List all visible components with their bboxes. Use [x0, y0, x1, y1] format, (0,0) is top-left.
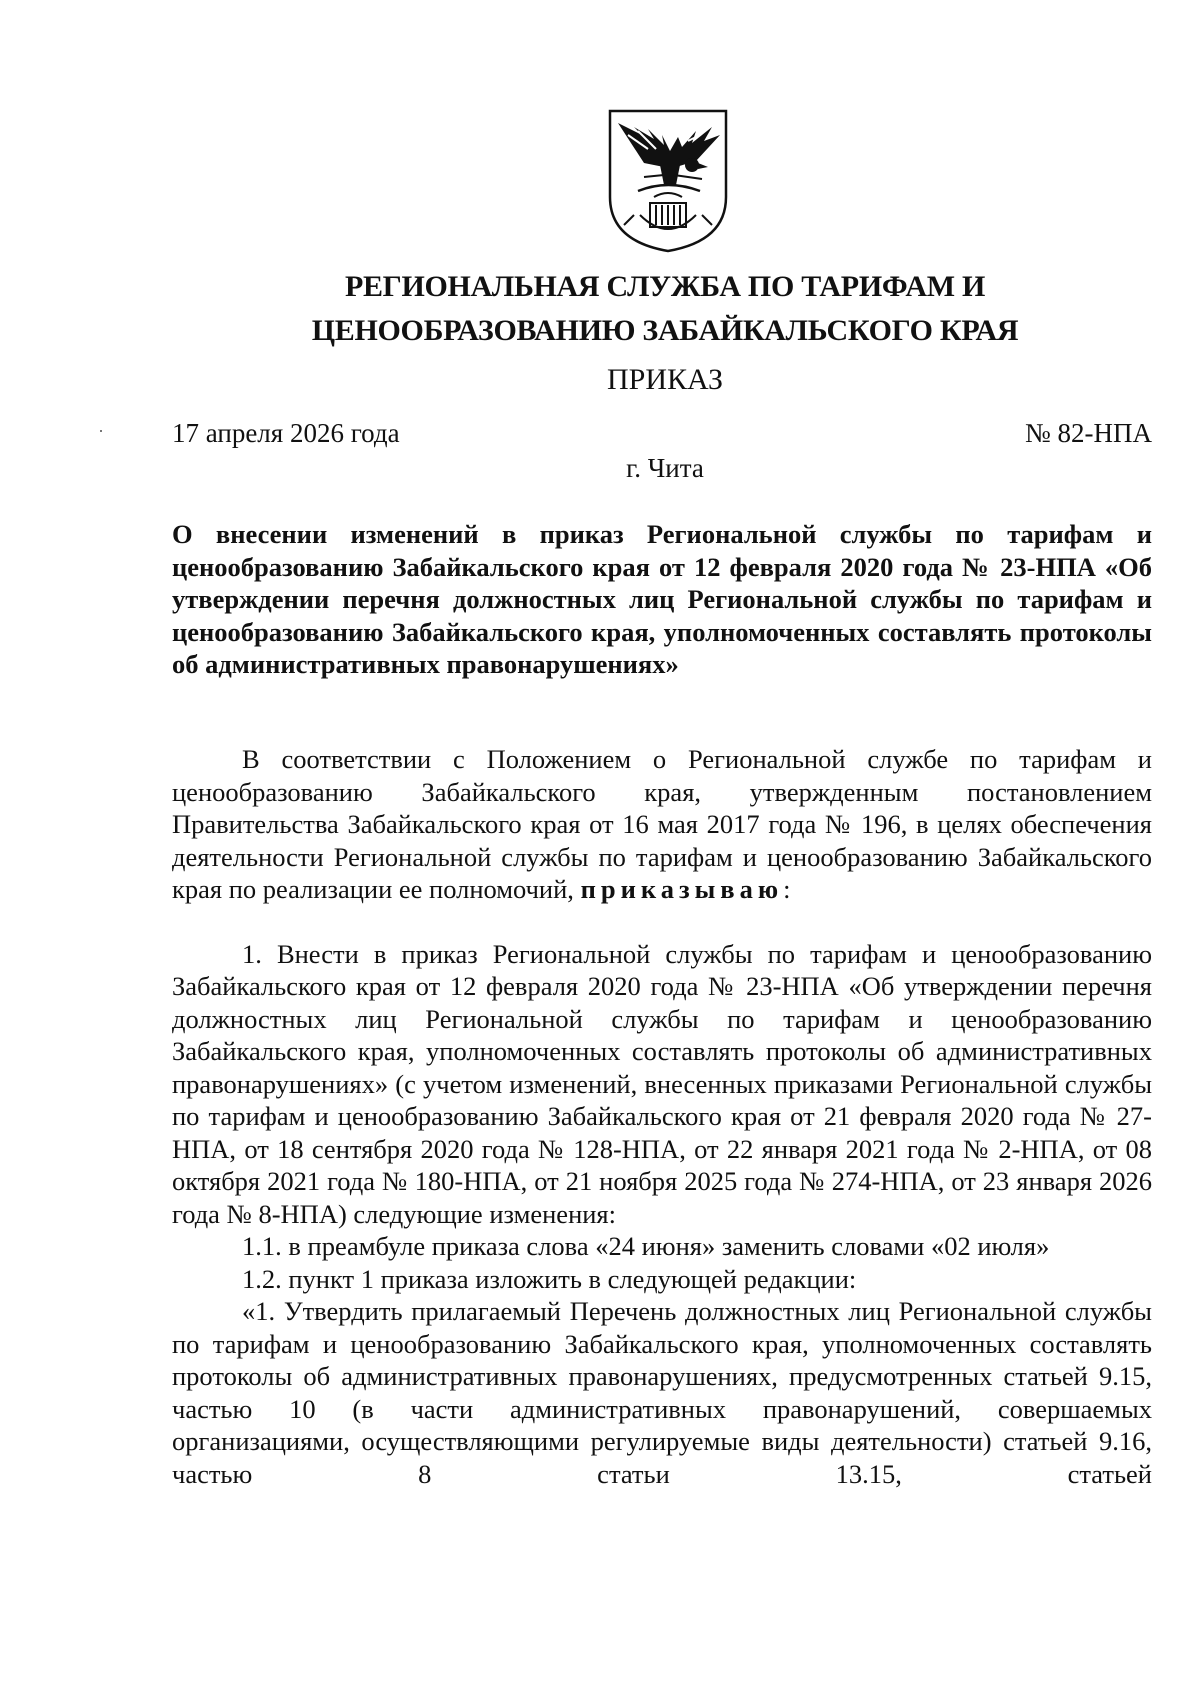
scan-speck — [100, 430, 102, 432]
document-city: г. Чита — [626, 453, 704, 483]
document-number: № 82-НПА — [1025, 418, 1152, 448]
preamble-text: В соответствии с Положением о Региональной службе по тарифам и ценообразованию Забайкальского края, утвержденным постановлением Правительства Забайкальского края от 16 мая 2017 года № 196, в целях обеспечения деятельности Региональной службы по тарифам и ценообразованию Забайкальского края по реализации ее полномочий, — [172, 744, 1152, 904]
quoted-item-1-paragraph: «1. Утвердить прилагаемый Перечень должностных лиц Региональной службы по тарифам и ценообразованию Забайкальского края, уполномоченных составлять протоколы об административных правонарушениях, предусмотренных статьей 9.15, частью 10 (в части административных правонарушений, совершаемых организациями, осуществляющими регулируемые виды деятельности) статьей 9.16, частью 8 статьи 13.15, статьей — [172, 1296, 1152, 1489]
document-title: О внесении изменений в приказ Региональной службы по тарифам и ценообразованию Забайкальского края от 12 февраля 2020 года № 23-НПА «Об утверждении перечня должностных лиц Региональной службы по тарифам и ценообразованию Забайкальского края, уполномоченных составлять протоколы об административных правонарушениях» — [172, 519, 1152, 679]
order-word: приказываю — [580, 874, 784, 904]
item-1-2-paragraph: 1.2. пункт 1 приказа изложить в следующей редакции: — [242, 1263, 857, 1294]
order-colon: : — [783, 874, 791, 904]
coat-of-arms-icon — [604, 105, 732, 255]
agency-name — [170, 265, 1160, 353]
agency-name-line-2: ЦЕНООБРАЗОВАНИЮ ЗАБАЙКАЛЬСКОГО КРАЯ — [311, 314, 1019, 347]
preamble-paragraph — [172, 743, 1152, 906]
item-1-1-paragraph: 1.1. в преамбуле приказа слова «24 июня» заменить словами «02 июля» — [242, 1231, 1050, 1261]
document-date: 17 апреля 2026 года — [172, 418, 400, 448]
item-1-paragraph: 1. Внести в приказ Региональной службы по тарифам и ценообразованию Забайкальского края от 12 февраля 2020 года № 23-НПА «Об утверждении перечня должностных лиц Региональной службы по тарифам и ценообразованию Забайкальского края, уполномоченных составлять протоколы об административных правонарушениях» (с учетом изменений, внесенных приказами Региональной службы по тарифам и ценообразованию Забайкальского края от 21 февраля 2020 года № 27-НПА, от 18 сентября 2020 года № 128-НПА, от 22 января 2021 года № 2-НПА, от 08 октября 2021 года № 180-НПА, от 21 ноября 2025 года № 274-НПА, от 23 января 2026 года № 8-НПА) следующие изменения: — [172, 938, 1152, 1229]
agency-name-line-1: РЕГИОНАЛЬНАЯ СЛУЖБА ПО ТАРИФАМ И — [344, 270, 986, 303]
document-type: ПРИКАЗ — [607, 363, 723, 396]
document-body — [172, 743, 1152, 1490]
